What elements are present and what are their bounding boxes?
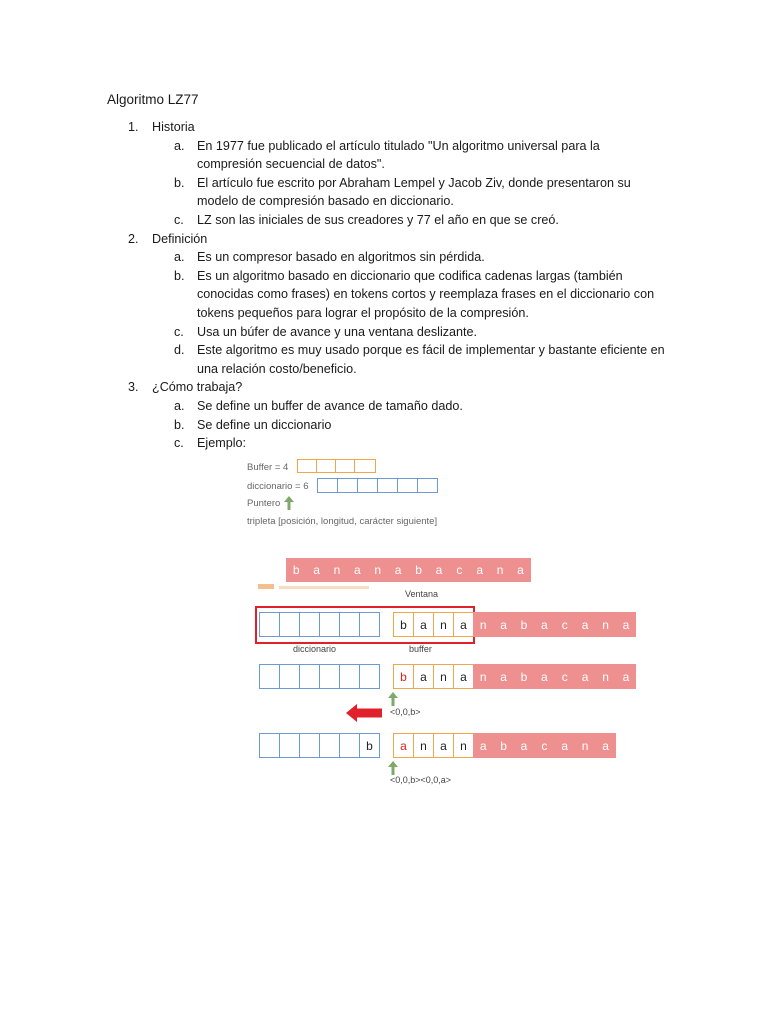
dict-cell	[339, 612, 360, 637]
window-label: Ventana	[405, 589, 439, 599]
legend-buffer-label: Buffer = 4	[247, 462, 289, 473]
section-number: 2.	[128, 231, 139, 246]
dict-cell	[299, 664, 320, 689]
item-text: Se define un diccionario	[197, 417, 332, 432]
input-char-cell: a	[347, 558, 367, 582]
buffer-cell: b	[393, 664, 414, 689]
remaining-cell: a	[616, 664, 636, 689]
dict-cell	[359, 664, 380, 689]
legend-buffer-cell	[354, 459, 376, 473]
buffer-cell: b	[393, 612, 414, 637]
remaining-cells	[473, 664, 636, 689]
legend-buffer-cell	[316, 459, 336, 473]
remaining-cell: a	[555, 733, 575, 758]
buffer-cell: n	[433, 612, 454, 637]
list-item	[0, 248, 768, 267]
buffer-cell: a	[433, 733, 454, 758]
pointer-arrow-icon	[284, 496, 294, 510]
step-row-3	[259, 733, 616, 758]
item-text: Es un compresor basado en algoritmos sin pérdida.	[197, 250, 485, 265]
item-letter: c.	[174, 436, 184, 451]
input-char-cell: a	[429, 558, 449, 582]
page-title: Algoritmo LZ77	[107, 92, 199, 107]
input-char-cell: c	[449, 558, 469, 582]
dict-cell	[259, 664, 280, 689]
dict-caption: diccionario	[293, 644, 337, 654]
pointer-arrow-icon	[388, 692, 398, 706]
item-text: Ejemplo:	[197, 436, 246, 451]
list-item	[0, 174, 768, 211]
buffer-cell: a	[453, 612, 474, 637]
dict-cell	[279, 733, 300, 758]
item-text: Este algoritmo es muy usado porque es fácil de implementar y bastante eficiente en una relación costo/beneficio.	[197, 343, 665, 376]
dict-cell	[259, 612, 280, 637]
input-char-cell: b	[286, 558, 306, 582]
item-letter: c.	[174, 324, 184, 339]
dict-cell: b	[359, 733, 380, 758]
buffer-cell: a	[393, 733, 414, 758]
item-text: Se define un buffer de avance de tamaño dado.	[197, 398, 463, 413]
remaining-cell: n	[473, 664, 493, 689]
buffer-cells	[393, 664, 473, 689]
item-text: Usa un búfer de avance y una ventana deslizante.	[197, 324, 478, 339]
buffer-cell: a	[453, 664, 474, 689]
remaining-cell: b	[493, 733, 513, 758]
item-text: El artículo fue escrito por Abraham Lempel y Jacob Ziv, donde presentaron su modelo de compresión basado en diccionario.	[197, 175, 631, 209]
section-title: Definición	[152, 231, 208, 246]
output-token: <0,0,b><0,0,a>	[390, 775, 452, 785]
legend-dict-cell	[317, 478, 338, 493]
input-string	[286, 558, 531, 582]
remaining-cell: n	[473, 612, 493, 637]
ghost-mark	[258, 584, 274, 589]
dict-cell	[319, 612, 340, 637]
list-item	[0, 434, 768, 453]
output-token: <0,0,b>	[390, 707, 421, 717]
item-text: LZ son las iniciales de sus creadores y 77 el año en que se creó.	[197, 212, 559, 227]
dictionary-cells	[259, 733, 379, 758]
dictionary-cells	[259, 664, 379, 689]
remaining-cells	[473, 612, 636, 637]
legend-buffer-cell	[297, 459, 317, 473]
legend-dict-label: diccionario = 6	[247, 481, 309, 492]
legend-dict-cell	[417, 478, 438, 493]
list-item	[0, 137, 768, 174]
item-letter: a.	[174, 250, 185, 265]
list-item	[0, 397, 768, 416]
dict-cell	[279, 612, 300, 637]
remaining-cell: a	[616, 612, 636, 637]
input-char-cell: a	[306, 558, 326, 582]
input-char-cell: a	[388, 558, 408, 582]
buffer-cell: n	[453, 733, 474, 758]
remaining-cell: a	[595, 733, 615, 758]
remaining-cells	[473, 733, 616, 758]
outline	[0, 118, 768, 453]
buffer-cells	[393, 733, 473, 758]
item-letter: b.	[174, 175, 185, 190]
dict-cell	[339, 664, 360, 689]
legend-buffer-cell	[335, 459, 355, 473]
buffer-cell: a	[413, 664, 434, 689]
item-text: Es un algoritmo basado en diccionario que codifica cadenas largas (también conocidas como frases) en tokens cortos y reemplaza frases en el diccionario con tokens pequeños para lograr el propósito de la compresión.	[197, 268, 655, 320]
buffer-cell: n	[413, 733, 434, 758]
legend-triplet-label: tripleta [posición, longitud, carácter siguiente]	[247, 516, 438, 527]
item-letter: a.	[174, 398, 185, 413]
list-item	[0, 416, 768, 435]
remaining-cell: a	[514, 733, 534, 758]
pointer-arrow-icon	[388, 761, 398, 775]
item-letter: a.	[174, 138, 185, 153]
gap	[379, 664, 393, 689]
list-item	[0, 211, 768, 230]
legend-dict-cell	[377, 478, 398, 493]
buffer-cell: n	[433, 664, 454, 689]
dict-cell	[299, 612, 320, 637]
remaining-cell: a	[534, 612, 554, 637]
remaining-cell: a	[534, 664, 554, 689]
item-letter: b.	[174, 268, 185, 283]
input-char-cell: a	[470, 558, 490, 582]
input-char-cell: a	[510, 558, 530, 582]
dict-cell	[319, 733, 340, 758]
step-row-1	[259, 612, 636, 637]
remaining-cell: n	[595, 612, 615, 637]
legend-dict-cell	[397, 478, 418, 493]
gap	[379, 612, 393, 637]
remaining-cell: c	[555, 612, 575, 637]
section-title: Historia	[152, 120, 195, 134]
item-letter: c.	[174, 212, 184, 227]
input-char-cell: b	[408, 558, 428, 582]
buffer-cells	[393, 612, 473, 637]
ghost-mark	[279, 586, 369, 589]
legend-buffer-cells	[297, 459, 375, 473]
remaining-cell: a	[493, 664, 513, 689]
remaining-cell: n	[575, 733, 595, 758]
list-item	[0, 323, 768, 342]
buffer-cell: a	[413, 612, 434, 637]
dictionary-cells	[259, 612, 379, 637]
legend-pointer-label: Puntero	[247, 498, 281, 509]
section-number: 1.	[128, 120, 139, 134]
section-como-trabaja	[0, 378, 768, 397]
dict-cell	[359, 612, 380, 637]
remaining-cell: a	[493, 612, 513, 637]
dict-cell	[279, 664, 300, 689]
input-char-cell: n	[327, 558, 347, 582]
section-definicion	[0, 230, 768, 249]
remaining-cell: a	[575, 612, 595, 637]
item-letter: d.	[174, 343, 185, 358]
legend-dict-cell	[337, 478, 358, 493]
remaining-cell: c	[534, 733, 554, 758]
remaining-cell: c	[555, 664, 575, 689]
dict-cell	[319, 664, 340, 689]
remaining-cell: b	[514, 664, 534, 689]
list-item	[0, 267, 768, 323]
dict-cell	[339, 733, 360, 758]
input-char-cell: n	[490, 558, 510, 582]
legend-dict-cells	[317, 478, 437, 493]
gap	[379, 733, 393, 758]
buffer-caption: buffer	[409, 644, 432, 654]
step-row-2	[259, 664, 636, 689]
remaining-cell: a	[473, 733, 493, 758]
remaining-cell: n	[595, 664, 615, 689]
item-letter: b.	[174, 417, 185, 432]
dict-cell	[299, 733, 320, 758]
section-historia	[0, 118, 768, 137]
item-text: En 1977 fue publicado el artículo titulado "Un algoritmo universal para la compresión secuencial de datos".	[197, 138, 600, 172]
remaining-cell: a	[575, 664, 595, 689]
remaining-cell: b	[514, 612, 534, 637]
move-left-arrow-icon	[346, 704, 382, 722]
list-item	[0, 341, 768, 378]
section-number: 3.	[128, 380, 139, 395]
dict-cell	[259, 733, 280, 758]
section-title: ¿Cómo trabaja?	[152, 380, 243, 395]
legend-dict-cell	[357, 478, 378, 493]
input-char-cell: n	[368, 558, 388, 582]
